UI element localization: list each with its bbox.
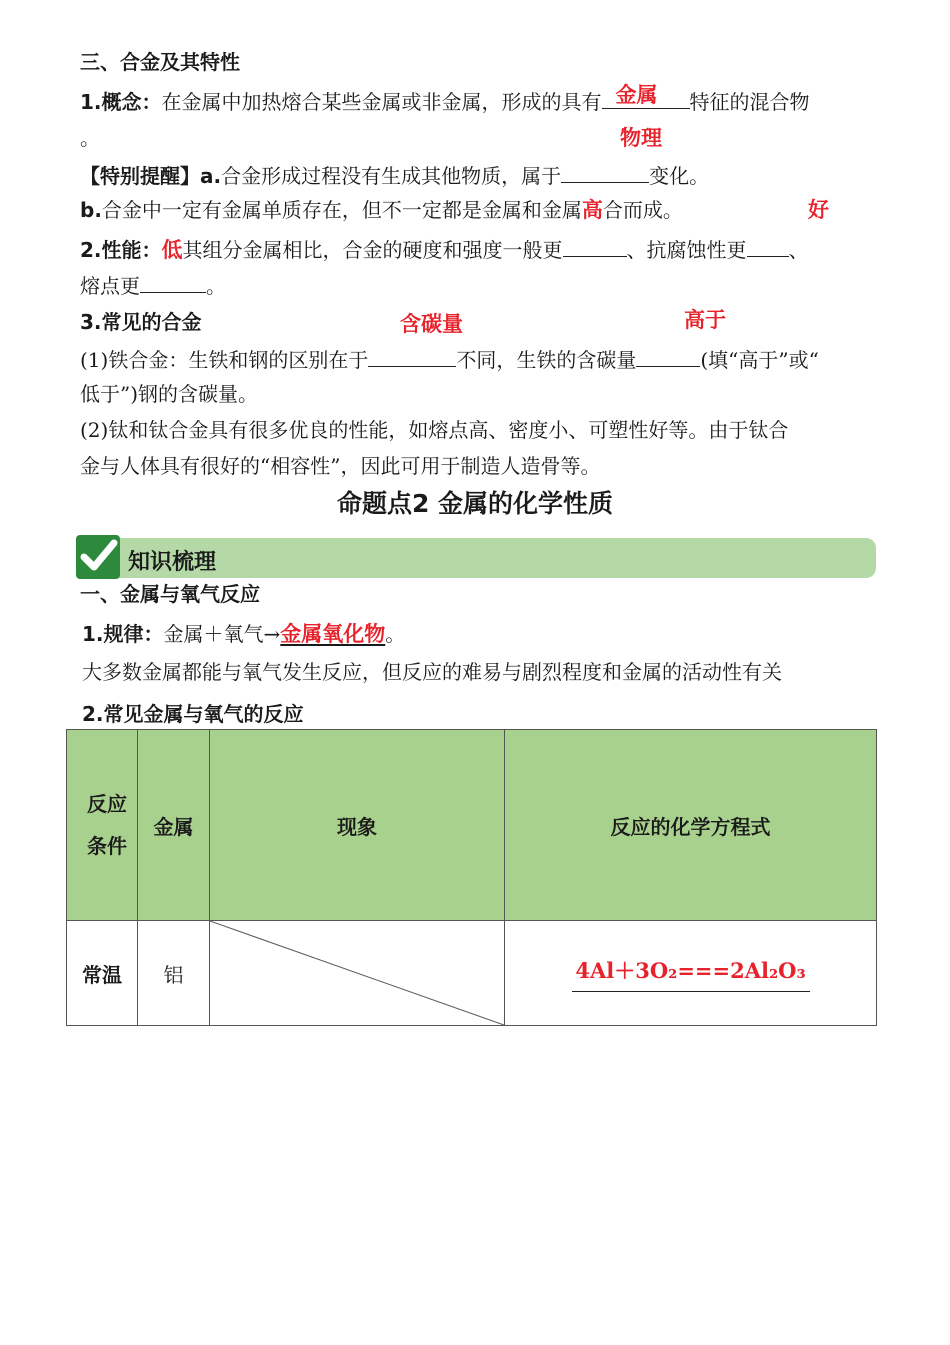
property-end: 、	[788, 238, 809, 262]
section-heading: 三、合金及其特性	[80, 50, 240, 74]
iron-text-b: 不同，生铁的含碳量	[456, 348, 637, 372]
reminder-b-answer: 高	[581, 198, 603, 222]
header-equation: 反应的化学方程式	[505, 730, 877, 921]
corrosion-blank	[747, 234, 789, 257]
oxygen-heading: 一、金属与氧气反应	[80, 582, 260, 606]
property-text: 其组分金属相比，合金的硬度和强度一般更	[182, 238, 563, 262]
melting-text: 熔点更	[80, 274, 140, 298]
answer-good: 好	[808, 198, 829, 222]
header-condition-line1: 反应	[87, 792, 127, 816]
concept-line	[80, 83, 810, 116]
titanium-line-1: (2)钛和钛合金具有很多优良的性能，如熔点高、密度小、可塑性好等。由于钛合	[80, 418, 789, 442]
topic-title: 命题点2 金属的化学性质	[336, 489, 614, 518]
header-phenomenon: 现象	[210, 730, 505, 921]
melting-blank	[140, 270, 206, 293]
hardness-blank	[563, 234, 627, 257]
concept-answer: 金属	[615, 83, 658, 107]
titanium-line-2: 金与人体具有很好的“相容性”，因此可用于制造人造骨等。	[80, 454, 601, 478]
iron-text-c: (填“高于”或“	[700, 348, 819, 372]
iron-line	[80, 344, 819, 374]
reminder-a-end: 变化。	[649, 164, 710, 188]
row-condition: 常温	[67, 921, 138, 1026]
table-title: 2.常见金属与氧气的反应	[82, 702, 304, 726]
property-answer-low: 低	[161, 238, 183, 262]
row-equation	[505, 921, 877, 1026]
table-row	[67, 921, 877, 1026]
iron-blank-1	[368, 344, 456, 367]
melting-end: 。	[206, 274, 226, 298]
common-alloy-label: 3.常见的合金	[80, 310, 202, 334]
concept-text-b: 特征的混合物	[689, 90, 810, 114]
reminder-b-line	[80, 196, 683, 224]
rule-answer: 金属氧化物	[280, 622, 386, 646]
header-condition	[67, 730, 138, 921]
answer-higher: 高于	[684, 308, 726, 332]
iron-text-a: (1)铁合金：生铁和钢的区别在于	[80, 348, 369, 372]
equation-underline	[572, 991, 810, 992]
header-metal: 金属	[138, 730, 210, 921]
diagonal-slash	[210, 921, 504, 1025]
melting-line	[80, 270, 226, 300]
reminder-a-answer: 物理	[620, 126, 662, 150]
rule-line	[82, 620, 405, 648]
row-phenomenon	[210, 921, 505, 1026]
equation-text: 4Al＋3O₂===2Al₂O₃	[575, 957, 806, 983]
reminder-b-text-b: 合而成。	[602, 198, 683, 222]
reminder-label: 【特别提醒】	[80, 164, 200, 188]
iron-blank-2	[636, 344, 700, 367]
reminder-a-text: 合金形成过程没有生成其他物质，属于	[221, 164, 562, 188]
answer-carbon: 含碳量	[400, 312, 463, 336]
property-label: 2.性能：	[80, 238, 162, 262]
reminder-a-blank	[561, 160, 649, 183]
concept-end: 。	[80, 126, 100, 150]
concept-blank	[602, 83, 690, 109]
checkmark-icon	[76, 535, 120, 579]
reminder-b-text: 合金中一定有金属单质存在，但不一定都是金属和金属	[101, 198, 582, 222]
header-condition-line2: 条件	[87, 834, 127, 858]
banner-title: 知识梳理	[128, 550, 217, 575]
rule-text: 金属＋氧气→	[163, 622, 281, 646]
property-line	[80, 234, 809, 264]
concept-text: 在金属中加热熔合某些金属或非金属，形成的具有	[161, 90, 602, 114]
reminder-a-line	[80, 160, 709, 190]
reaction-table	[66, 729, 877, 1026]
reminder-a-prefix: a.	[200, 164, 222, 188]
property-text-b: 、抗腐蚀性更	[626, 238, 747, 262]
row-metal: 铝	[138, 921, 210, 1026]
rule-note: 大多数金属都能与氧气发生反应，但反应的难易与剧烈程度和金属的活动性有关	[82, 660, 782, 684]
rule-end: 。	[385, 622, 406, 646]
reminder-b-prefix: b.	[80, 198, 102, 222]
rule-label: 1.规律：	[82, 622, 164, 646]
concept-label: 1.概念：	[80, 90, 162, 114]
table-header-row	[67, 730, 877, 921]
iron-line-2: 低于”)钢的含碳量。	[80, 382, 259, 406]
